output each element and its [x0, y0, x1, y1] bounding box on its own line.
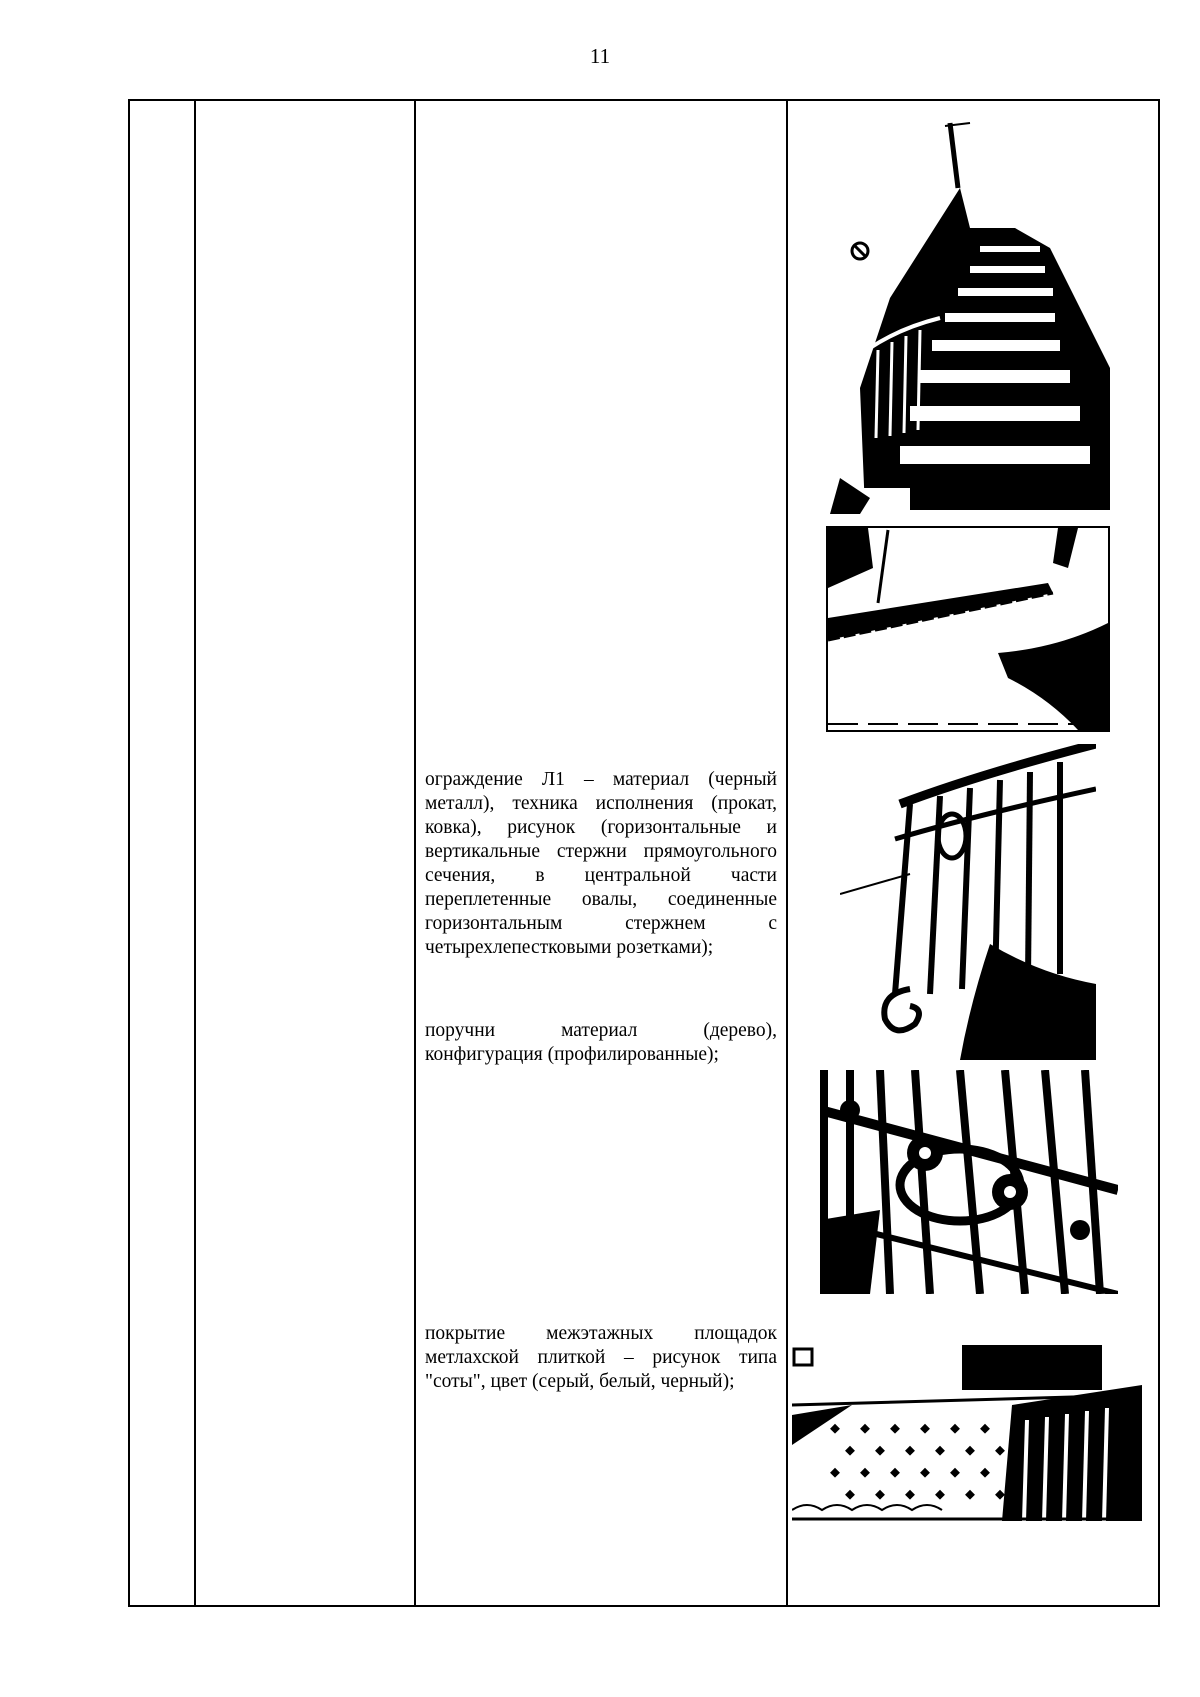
- handrail-description: поручни материал (дерево), конфигурация (профилированные);: [425, 1020, 777, 1065]
- staircase-photo: [830, 118, 1110, 514]
- column-divider-3: [786, 101, 788, 1605]
- column-divider-2: [414, 101, 416, 1605]
- railing-scroll-photo: [840, 744, 1096, 1060]
- page-number: 11: [589, 44, 611, 68]
- railing-detail-photo: [820, 1070, 1118, 1294]
- stair-landing-photo: [826, 526, 1110, 732]
- landing-tile-description: покрытие межэтажных площадок метлахской плиткой – рисунок типа "соты", цвет (серый, белый, черный);: [425, 1323, 777, 1392]
- tile-landing-photo: [792, 1345, 1142, 1521]
- railing-description: ограждение Л1 – материал (черный металл), техника исполнения (прокат, ковка), рисунок (горизонтальные и вертикальные стержни прямоугольного сечения, в центральной части переплетенные овалы, соединенные горизонтальным стержнем с четырехлепестковыми розетками);: [425, 769, 777, 958]
- column-divider-1: [194, 101, 196, 1605]
